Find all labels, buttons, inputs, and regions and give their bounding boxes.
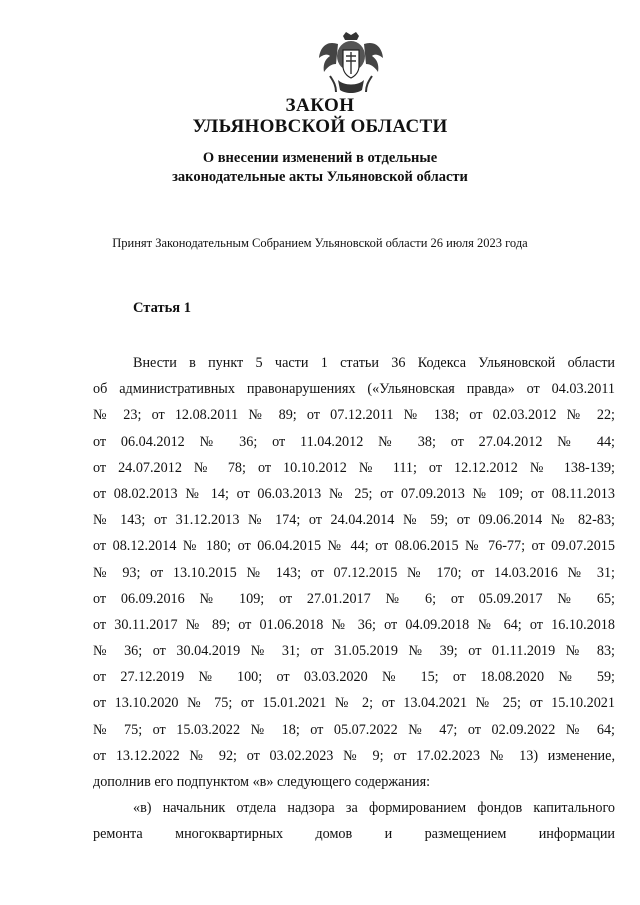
body-line: от 27.12.2019 № 100; от 03.03.2020 № 15; от 18.08.2020 № 59;: [93, 669, 615, 686]
body-line: ремонта многоквартирных домов и размещением информации: [93, 826, 615, 843]
law-title: ЗАКОН: [285, 95, 355, 116]
body-line: от 24.07.2012 № 78; от 10.10.2012 № 111; от 12.12.2012 № 138-139;: [93, 459, 615, 476]
body-line: «в) начальник отдела надзора за формированием фондов капитального: [133, 800, 615, 817]
region-title: УЛЬЯНОВСКОЙ ОБЛАСТИ: [192, 116, 448, 137]
body-line: от 06.04.2012 № 36; от 11.04.2012 № 38; от 27.04.2012 № 44;: [93, 433, 615, 450]
body-line: от 08.12.2014 № 180; от 06.04.2015 № 44; от 08.06.2015 № 76-77; от 09.07.2015: [93, 538, 615, 555]
body-line: от 06.09.2016 № 109; от 27.01.2017 № 6; от 05.09.2017 № 65;: [93, 590, 615, 607]
law-subject-line-2: законодательные акты Ульяновской области: [172, 169, 468, 185]
body-line: № 23; от 12.08.2011 № 89; от 07.12.2011 № 138; от 02.03.2012 № 22;: [93, 407, 615, 424]
article-body: [93, 350, 615, 848]
adoption-note: Принят Законодательным Собранием Ульяновской области 26 июля 2023 года: [112, 236, 528, 250]
body-line: № 36; от 30.04.2019 № 31; от 31.05.2019 № 39; от 01.11.2019 № 83;: [93, 643, 615, 660]
body-line: от 13.10.2020 № 75; от 15.01.2021 № 2; от 13.04.2021 № 25; от 15.10.2021: [93, 695, 615, 712]
body-line: № 75; от 15.03.2022 № 18; от 05.07.2022 № 47; от 02.09.2022 № 64;: [93, 721, 615, 738]
body-line: № 93; от 13.10.2015 № 143; от 07.12.2015 № 170; от 14.03.2016 № 31;: [93, 564, 615, 581]
body-line: от 08.02.2013 № 14; от 06.03.2013 № 25; от 07.09.2013 № 109; от 08.11.2013: [93, 485, 615, 502]
law-subject-line-1: О внесении изменений в отдельные: [202, 150, 438, 166]
body-line: Внести в пункт 5 части 1 статьи 36 Кодекса Ульяновской области: [133, 355, 615, 371]
article-heading: Статья 1: [133, 300, 191, 316]
coat-of-arms-icon: [316, 30, 386, 96]
body-line: № 143; от 31.12.2013 № 174; от 24.04.2014 № 59; от 09.06.2014 № 82-83;: [93, 512, 615, 529]
body-line: дополнив его подпунктом «в» следующего содержания:: [93, 774, 431, 790]
body-line: об административных правонарушениях («Ульяновская правда» от 04.03.2011: [93, 381, 615, 398]
body-line: от 13.12.2022 № 92; от 03.02.2023 № 9; от 17.02.2023 № 13) изменение,: [93, 747, 615, 764]
body-line: от 30.11.2017 № 89; от 01.06.2018 № 36; от 04.09.2018 № 64; от 16.10.2018: [93, 616, 615, 633]
